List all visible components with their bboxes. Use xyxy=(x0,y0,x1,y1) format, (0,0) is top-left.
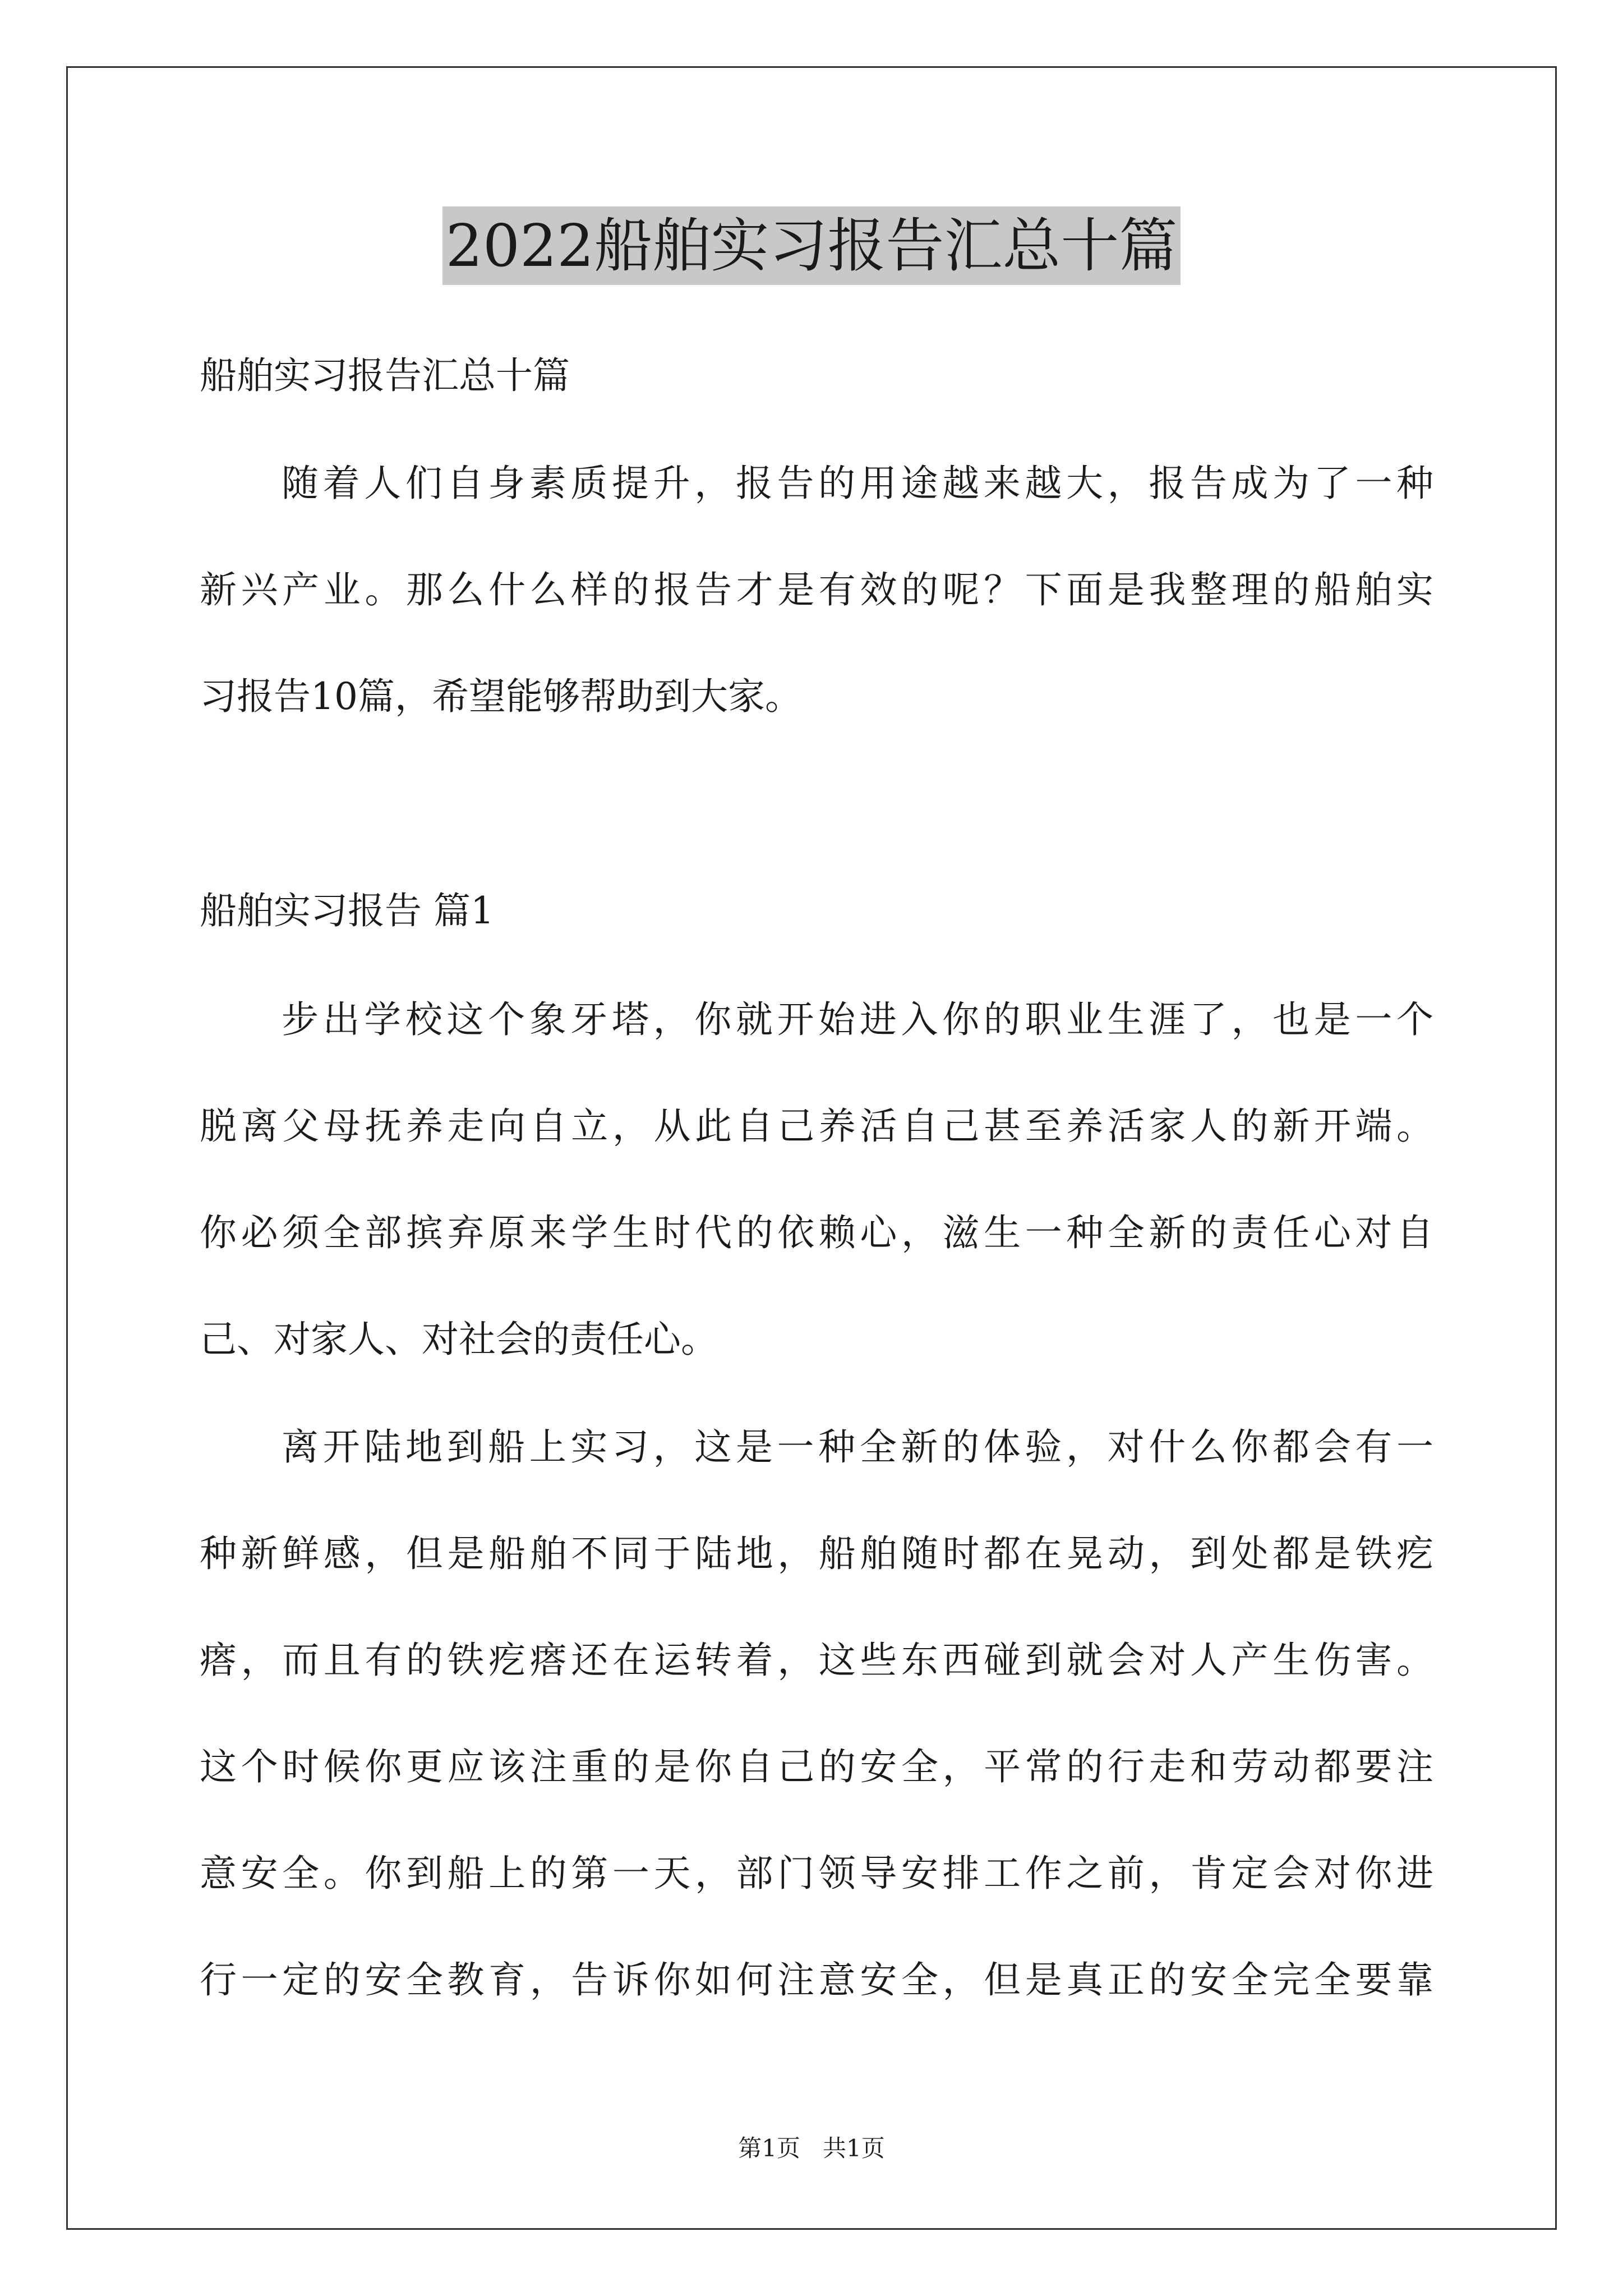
intro-line-3: 习报告10篇，希望能够帮助到大家。 xyxy=(200,675,802,718)
para1-line-3: 你必须全部摈弃原来学生时代的依赖心，滋生一种全新的责任心对自 xyxy=(200,1211,1433,1254)
page-footer: 第1页 共1页 xyxy=(738,2134,885,2162)
title-container xyxy=(0,206,1623,285)
para2-line-2: 种新鲜感，但是船舶不同于陆地，船舶随时都在晃动，到处都是铁疙 xyxy=(200,1532,1433,1575)
para1-line-4: 己、对家人、对社会的责任心。 xyxy=(200,1318,718,1361)
para1-line-2: 脱离父母抚养走向自立，从此自己养活自己甚至养活家人的新开端。 xyxy=(200,1105,1433,1148)
para1-line-1: 步出学校这个象牙塔，你就开始进入你的职业生涯了，也是一个 xyxy=(282,998,1433,1041)
para2-line-6: 行一定的安全教育，告诉你如何注意安全，但是真正的安全完全要靠 xyxy=(200,1958,1433,2001)
document-title: 2022船舶实习报告汇总十篇 xyxy=(442,206,1181,285)
para2-line-1: 离开陆地到船上实习，这是一种全新的体验，对什么你都会有一 xyxy=(282,1425,1433,1469)
para2-line-4: 这个时候你更应该注重的是你自己的安全，平常的行走和劳动都要注 xyxy=(200,1745,1433,1788)
para2-line-5: 意安全。你到船上的第一天，部门领导安排工作之前，肯定会对你进 xyxy=(200,1852,1433,1895)
section-heading: 船舶实习报告 篇1 xyxy=(200,889,494,932)
document-subtitle: 船舶实习报告汇总十篇 xyxy=(200,354,570,397)
intro-line-1: 随着人们自身素质提升，报告的用途越来越大，报告成为了一种 xyxy=(282,462,1433,505)
intro-line-2: 新兴产业。那么什么样的报告才是有效的呢？下面是我整理的船舶实 xyxy=(200,568,1433,611)
para2-line-3: 瘩，而且有的铁疙瘩还在运转着，这些东西碰到就会对人产生伤害。 xyxy=(200,1639,1433,1682)
